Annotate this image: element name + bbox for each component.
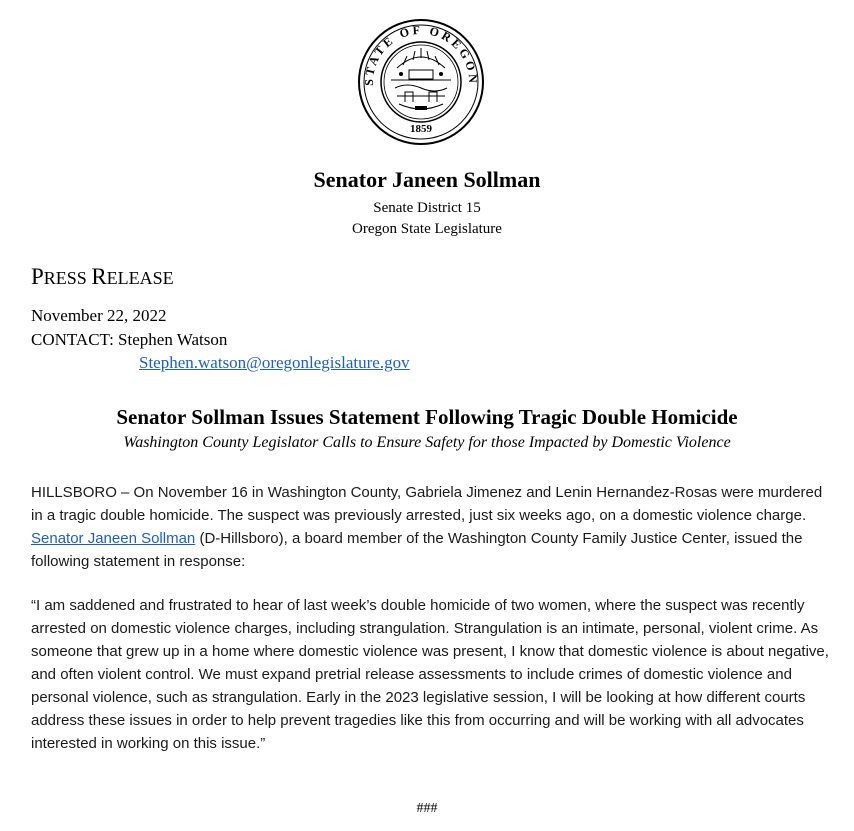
oregon-state-seal [357,18,485,146]
release-label-r: R [91,264,107,289]
body-paragraph-1 [31,481,831,573]
contact-name: Stephen Watson [118,330,228,349]
seal-year: 1859 [410,123,432,135]
press-label-ress: RESS [43,268,92,288]
release-label-elease: ELEASE [106,268,174,288]
headline-subtitle: Washington County Legislator Calls to Ensure Safety for those Impacted by Domestic Violence [123,434,731,451]
para1-text-end: (D-Hillsboro), a board member of the Washington County Family Justice Center, issued the following statement in response: [31,530,803,570]
release-date: November 22, 2022 [31,306,167,325]
senator-profile-link[interactable]: Senator Janeen Sollman [31,530,196,547]
contact-line [31,330,227,350]
senator-name: Senator Janeen Sollman [313,167,541,192]
seal-ring-text: STATE OF OREGON [361,22,481,87]
headline-title: Senator Sollman Issues Statement Following Tragic Double Homicide [116,405,738,429]
legislature-name: Oregon State Legislature [352,221,502,237]
press-release-label [31,264,174,290]
contact-label: CONTACT: [31,330,114,349]
contact-email-link[interactable]: Stephen.watson@oregonlegislature.gov [139,353,410,372]
press-label-p: P [31,264,44,289]
para1-text-start: HILLSBORO – On November 16 in Washington County, Gabriela Jimenez and Lenin Hernandez-Rosas were murdered in a tragic double homicide. The suspect was previously arrested, just six weeks ago, on a domestic violence charge. [31,484,823,524]
body-paragraph-2-quote: “I am saddened and frustrated to hear of last week’s double homicide of two women, where the suspect was recently arrested on domestic violence charges, including strangulation. Strangulation is an intimate, personal, violent crime. As someone that grew up in a home where domestic violence was present, I know that domestic violence is about negative, and often violent control. We must expand pretrial release assessments to include crimes of domestic violence and personal violence, such as strangulation. Early in the 2023 legislative session, I will be looking at how different courts address these issues in order to help prevent tragedies like this from occurring and will be working with all advocates interested in working on this issue.” [31,597,829,752]
end-mark: ### [416,801,438,816]
senate-district: Senate District 15 [373,200,481,216]
